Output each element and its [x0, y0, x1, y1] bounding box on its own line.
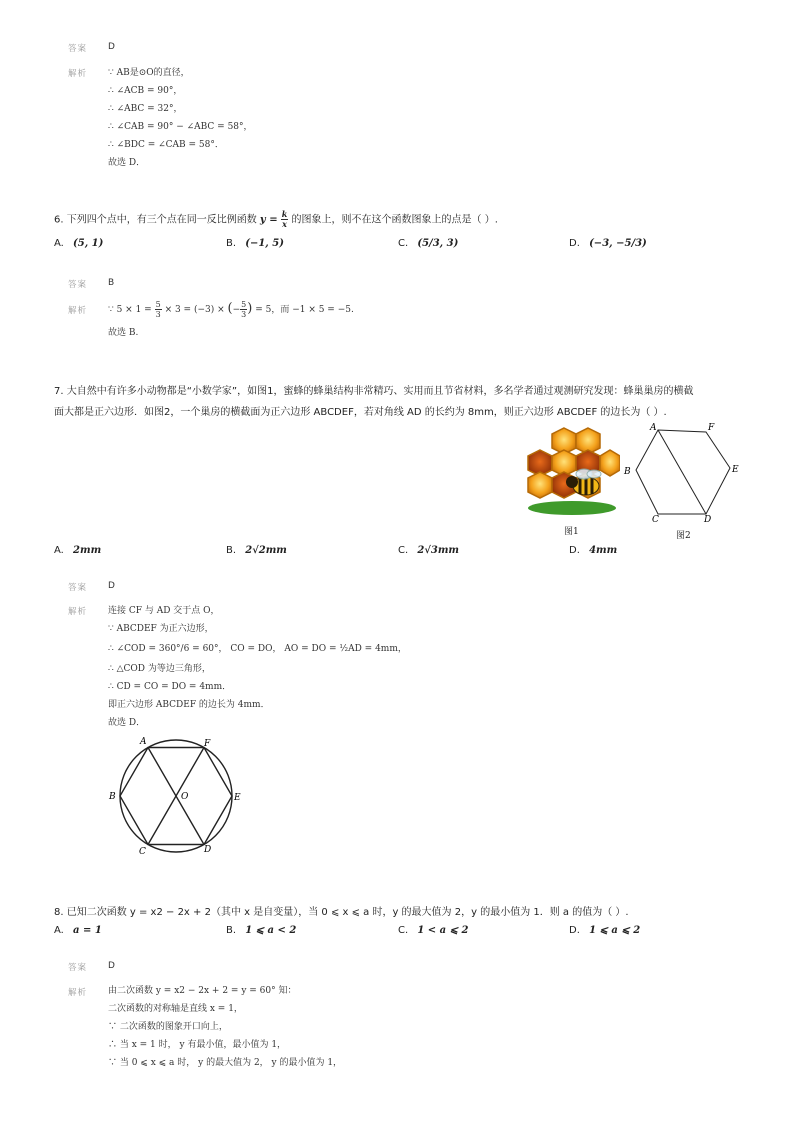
- q7-figure1-caption: 图1: [564, 527, 579, 537]
- point-label-f: F: [204, 739, 211, 749]
- q7-stem-line1: 7. 大自然中有许多小动物都是“小数学家”，如图1，蜜蜂的蜂巢结构非常精巧、实用而且节省材料，多名学者通过观测研究发现：蜂巢巢房的横截: [54, 386, 694, 397]
- point-label-a: A: [140, 737, 147, 747]
- q8-analysis-line: 由二次函数 y = x2 − 2x + 2 = y = 60° 知：: [108, 986, 297, 996]
- option-label: D.: [569, 545, 580, 556]
- q8-answer-label: 答案: [68, 963, 88, 973]
- q6-stem-prefix: 6. 下列四个点中，有三个点在同一反比例函数: [54, 214, 257, 226]
- q6-answer-value: B: [108, 278, 115, 288]
- q8-analysis-line: ∵ 当 0 ⩽ x ⩽ a 时， y 的最大值为 2， y 的最小值为 1，: [108, 1058, 343, 1068]
- option-text: (5/3, 3): [417, 238, 459, 249]
- leaf-base: [528, 501, 616, 515]
- frac-numerator: k: [281, 209, 288, 219]
- q5-analysis-line: ∵ AB是⊙O的直径，: [108, 68, 190, 78]
- frac-numerator: 5: [155, 300, 161, 309]
- vertex-label-d: D: [704, 515, 712, 525]
- q7-analysis-line: ∴ ∠COD = 360°/6 = 60°， CO = DO， AO = DO = ½AD = 4mm，: [108, 644, 407, 654]
- vertex-label-c: C: [652, 515, 659, 525]
- paren-close: ): [247, 301, 253, 316]
- q8-analysis-line: ∴ 当 x = 1 时， y 有最小值，最小值为 1，: [108, 1040, 287, 1050]
- q7-option-a: [54, 545, 101, 556]
- q5-answer-value: D: [108, 42, 115, 52]
- q5-analysis-line: ∴ ∠ACB = 90°，: [108, 86, 183, 96]
- comb-cell: [600, 450, 620, 476]
- q7-answer-value: D: [108, 581, 115, 591]
- q8-stem: 8. 已知二次函数 y = x2 − 2x + 2（其中 x 是自变量），当 0 ⩽ x ⩽ a 时，y 的最大值为 2，y 的最小值为 1．则 a 的值为（ ）.: [54, 907, 629, 918]
- q8-answer-value: D: [108, 961, 115, 971]
- q6-stem-suffix: 的图象上，则不在这个函数图象上的点是（ ）.: [291, 214, 498, 226]
- q7-analysis-line: 故选 D．: [108, 718, 146, 728]
- q7-analysis-line: ∴ CD = CO = DO = 4mm．: [108, 682, 232, 692]
- option-label: C.: [398, 238, 409, 249]
- q8-analysis-label: 解析: [68, 988, 88, 998]
- vertex-label-f: F: [708, 423, 715, 433]
- option-text: 2√3mm: [417, 545, 460, 556]
- q6-analysis-line1: ∵ 5 × 1 = $\frac{5}{3}$ × 3 = (−3) × (− $\frac{5}{3}$ ) = 5，而 −1 × 5 = −5.: [108, 300, 354, 319]
- option-label: D.: [569, 238, 580, 249]
- vertex-label-e: E: [732, 465, 739, 475]
- q8-analysis-line: ∵ 二次函数的图象开口向上，: [108, 1022, 228, 1032]
- option-text: a = 1: [73, 925, 102, 936]
- option-text: 2mm: [73, 545, 102, 556]
- option-label: A.: [54, 238, 64, 249]
- point-label-d: D: [204, 845, 212, 855]
- q7-answer-label: 答案: [68, 583, 88, 593]
- q7-option-d: [569, 545, 617, 556]
- option-label: C.: [398, 545, 409, 556]
- q7-figure2-caption: 图2: [676, 531, 691, 541]
- q6-stem-func: y =: [259, 214, 278, 226]
- option-text: 1 ⩽ a ⩽ 2: [589, 925, 641, 936]
- hexagon-outline: [636, 430, 730, 514]
- q8-option-a: [54, 925, 102, 936]
- point-label-b: B: [109, 792, 116, 802]
- vertex-label-b: B: [624, 467, 631, 477]
- option-label: A.: [54, 545, 64, 556]
- option-text: 2√2mm: [245, 545, 287, 556]
- q7-figure2-hexagon: [620, 418, 744, 526]
- point-label-o: O: [181, 792, 189, 802]
- q7-analysis-line: ∴ △COD 为等边三角形，: [108, 664, 211, 674]
- q5-analysis-line: ∴ ∠ABC = 32°，: [108, 104, 183, 114]
- option-text: 1 < a ⩽ 2: [417, 925, 469, 936]
- option-label: B.: [226, 545, 237, 556]
- q6-option-c: [398, 238, 458, 249]
- q8-analysis-line: 二次函数的对称轴是直线 x = 1，: [108, 1004, 243, 1014]
- q7-figure1-honeycomb: [524, 424, 620, 516]
- q6-stem: [54, 210, 498, 229]
- option-text: (5, 1): [73, 238, 104, 249]
- point-label-c: C: [139, 847, 146, 857]
- q7-analysis: [108, 602, 407, 732]
- analysis-text: ∵ 5 × 1 =: [108, 305, 152, 315]
- q6-analysis-label: 解析: [68, 306, 88, 316]
- q8-option-c: [398, 925, 468, 936]
- option-text: 1 ⩽ a < 2: [245, 925, 297, 936]
- q6-answer-label: 答案: [68, 280, 88, 290]
- q5-answer-label: 答案: [68, 44, 88, 54]
- q5-analysis: [108, 64, 253, 172]
- frac-denominator: 3: [155, 310, 161, 319]
- option-label: A.: [54, 925, 64, 936]
- frac-numerator: 5: [241, 300, 247, 309]
- vertex-label-a: A: [650, 423, 657, 433]
- q7-stem-line2: 面大都是正六边形．如图2，一个巢房的横截面为正六边形 ABCDEF，若对角线 AD 的长约为 8mm，则正六边形 ABCDEF 的边长为（ ）.: [54, 407, 667, 418]
- q7-analysis-label: 解析: [68, 607, 88, 617]
- comb-cell: [528, 472, 552, 498]
- q6-option-a: [54, 238, 103, 249]
- option-label: D.: [569, 925, 580, 936]
- q7-analysis-figure-circle-hexagon: [106, 736, 254, 860]
- q5-analysis-line: ∴ ∠CAB = 90° − ∠ABC = 58°，: [108, 122, 253, 132]
- q7-analysis-line: 连接 CF 与 AD 交于点 O，: [108, 606, 220, 616]
- q6-stem-fraction: [281, 210, 289, 229]
- fraction-5-3: [155, 300, 162, 319]
- frac-denominator: x: [282, 219, 287, 229]
- q7-analysis-line: 即正六边形 ABCDEF 的边长为 4mm．: [108, 700, 270, 710]
- frac-denominator: 3: [241, 310, 247, 319]
- q6-analysis-line2: 故选 B.: [108, 328, 139, 338]
- q8-option-d: [569, 925, 640, 936]
- option-label: B.: [226, 238, 237, 249]
- option-text: (−3, −5/3): [589, 238, 647, 249]
- option-label: B.: [226, 925, 237, 936]
- q8-analysis: [108, 982, 342, 1072]
- analysis-text: × 3 = (−3) ×: [164, 305, 225, 315]
- q5-analysis-label: 解析: [68, 69, 88, 79]
- analysis-text: = 5，而 −1 × 5 = −5.: [255, 305, 354, 315]
- q7-option-b: [226, 545, 287, 556]
- q7-option-c: [398, 545, 459, 556]
- q8-option-b: [226, 925, 296, 936]
- paren-open: (: [227, 301, 233, 316]
- point-label-e: E: [234, 793, 241, 803]
- option-text: 4mm: [589, 545, 618, 556]
- q7-analysis-line: ∵ ABCDEF 为正六边形，: [108, 624, 214, 634]
- q6-option-d: [569, 238, 647, 249]
- diagonal-AD: [658, 430, 706, 514]
- q6-option-b: [226, 238, 284, 249]
- q5-analysis-line: 故选 D．: [108, 158, 146, 168]
- option-text: (−1, 5): [245, 238, 284, 249]
- option-label: C.: [398, 925, 409, 936]
- q5-analysis-line: ∴ ∠BDC = ∠CAB = 58°．: [108, 140, 224, 150]
